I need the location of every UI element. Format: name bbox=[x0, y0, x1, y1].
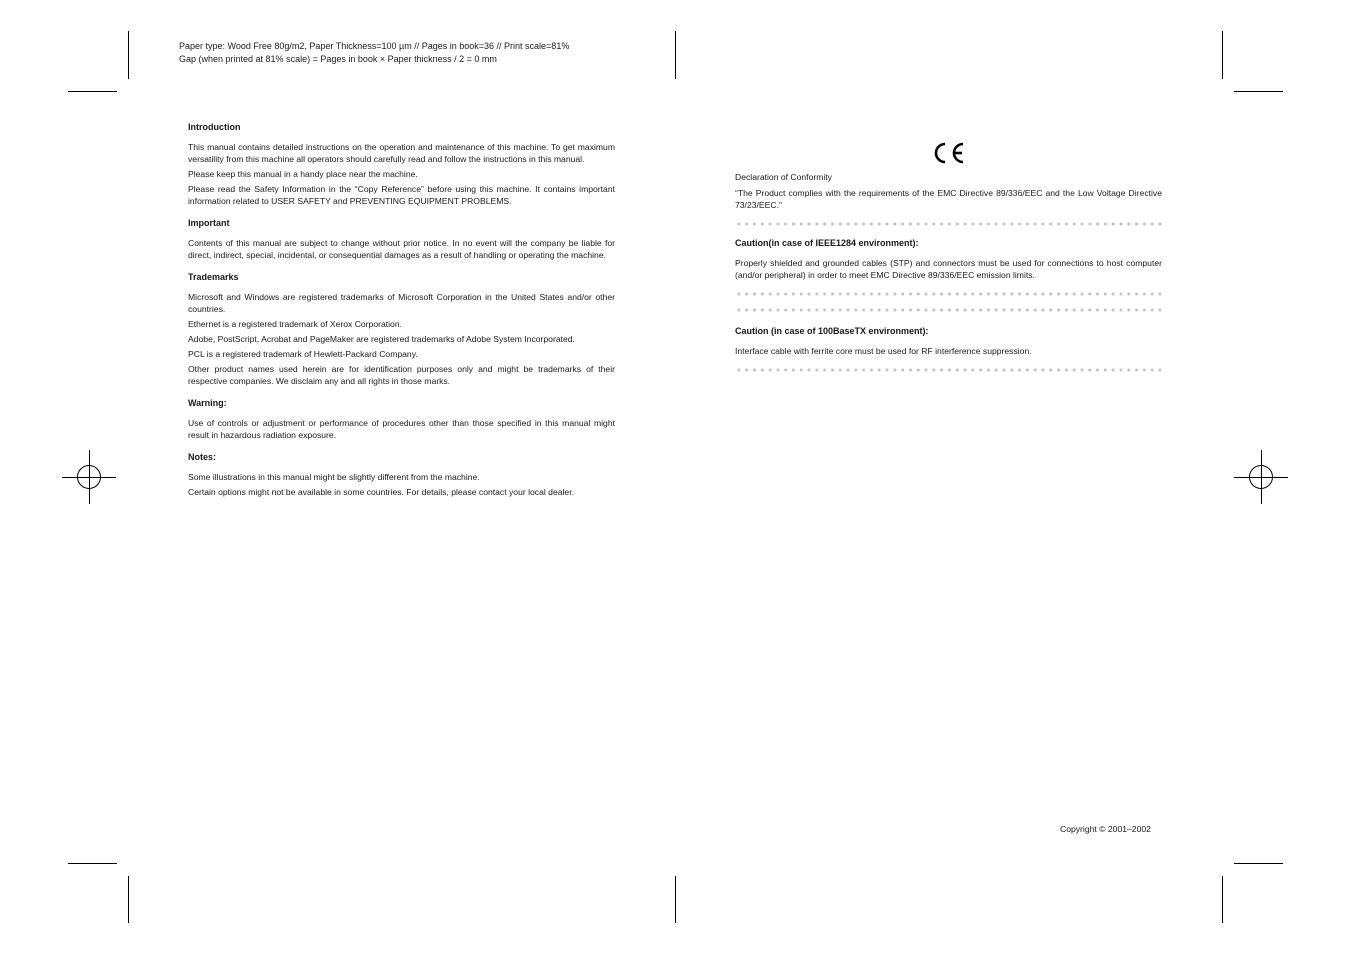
paragraph: Please read the Safety Information in the “Copy Reference” before using this machine. It contains important information related to USER SAFETY and PREVENTING EQUIPMENT PROBLEMS. bbox=[188, 184, 615, 206]
crop-mark bbox=[68, 91, 117, 92]
paragraph: Other product names used herein are for identification purposes only and might be trademarks of their respective companies. We disclaim any and all rights in those marks. bbox=[188, 364, 615, 386]
crop-mark bbox=[68, 863, 117, 864]
dotted-divider bbox=[735, 221, 1162, 227]
section-title: Important bbox=[188, 218, 230, 228]
print-specs-line1: Paper type: Wood Free 80g/m2, Paper Thickness=100 µm // Pages in book=36 // Print scale=81% bbox=[179, 41, 570, 51]
paragraph: Use of controls or adjustment or performance of procedures other than those specified in this manual might result in hazardous radiation exposure. bbox=[188, 418, 615, 440]
print-specs-line2: Gap (when printed at 81% scale) = Pages in book × Paper thickness / 2 = 0 mm bbox=[179, 54, 497, 64]
print-specs-header bbox=[179, 40, 569, 66]
section-title: Notes: bbox=[188, 452, 217, 462]
caution-ieee1284-text: Properly shielded and grounded cables (STP) and connectors must be used for connections to host computer (and/or peripheral) in order to meet EMC Directive 89/336/EEC emission limits. bbox=[735, 258, 1162, 280]
section-notes bbox=[188, 451, 615, 498]
registration-mark-right bbox=[1234, 450, 1288, 504]
section-title: Trademarks bbox=[188, 272, 239, 282]
crop-mark bbox=[675, 876, 676, 923]
section-title: Warning: bbox=[188, 398, 227, 408]
paragraph: Ethernet is a registered trademark of Xerox Corporation. bbox=[188, 319, 402, 329]
paragraph: Some illustrations in this manual might be slightly different from the machine. bbox=[188, 472, 480, 482]
left-page bbox=[188, 121, 615, 508]
dotted-divider bbox=[735, 307, 1162, 313]
copyright-notice: Copyright © 2001–2002 bbox=[1060, 824, 1151, 834]
paragraph: Adobe, PostScript, Acrobat and PageMaker are registered trademarks of Adobe System Incorporated. bbox=[188, 334, 575, 344]
paragraph: PCL is a registered trademark of Hewlett-Packard Company. bbox=[188, 349, 418, 359]
section-important bbox=[188, 217, 615, 261]
section-introduction bbox=[188, 121, 615, 207]
crop-mark bbox=[675, 31, 676, 79]
dotted-divider bbox=[735, 291, 1162, 297]
caution-100basetx-title: Caution (in case of 100BaseTX environment): bbox=[735, 326, 929, 336]
paragraph: Contents of this manual are subject to change without prior notice. In no event will the company be liable for direct, indirect, special, incidental, or consequential damages as a result of handling or operating the machine. bbox=[188, 238, 615, 260]
registration-mark-left bbox=[62, 450, 116, 504]
paragraph: Microsoft and Windows are registered trademarks of Microsoft Corporation in the United States and/or other countries. bbox=[188, 292, 615, 314]
ce-mark-icon bbox=[932, 141, 966, 165]
dotted-divider bbox=[735, 367, 1162, 373]
crop-mark bbox=[128, 31, 129, 79]
declaration-title: Declaration of Conformity bbox=[735, 172, 832, 182]
section-trademarks bbox=[188, 271, 615, 387]
crop-mark bbox=[128, 876, 129, 923]
caution-100basetx-text: Interface cable with ferrite core must be used for RF interference suppression. bbox=[735, 346, 1032, 356]
crop-mark bbox=[1222, 876, 1223, 923]
crop-mark bbox=[1222, 31, 1223, 79]
declaration-text: “The Product complies with the requirements of the EMC Directive 89/336/EEC and the Low Voltage Directive 73/23/EEC.” bbox=[735, 188, 1162, 210]
crop-mark bbox=[1234, 91, 1283, 92]
caution-ieee1284-title: Caution(in case of IEEE1284 environment): bbox=[735, 238, 919, 248]
section-title: Introduction bbox=[188, 122, 241, 132]
section-warning bbox=[188, 397, 615, 441]
crop-mark bbox=[1234, 863, 1283, 864]
paragraph: Certain options might not be available in some countries. For details, please contact your local dealer. bbox=[188, 487, 574, 497]
right-page bbox=[735, 171, 1162, 383]
paragraph: Please keep this manual in a handy place near the machine. bbox=[188, 169, 418, 179]
paragraph: This manual contains detailed instructions on the operation and maintenance of this machine. To get maximum versatility from this machine all operators should carefully read and follow the instructions in this manual. bbox=[188, 142, 615, 164]
